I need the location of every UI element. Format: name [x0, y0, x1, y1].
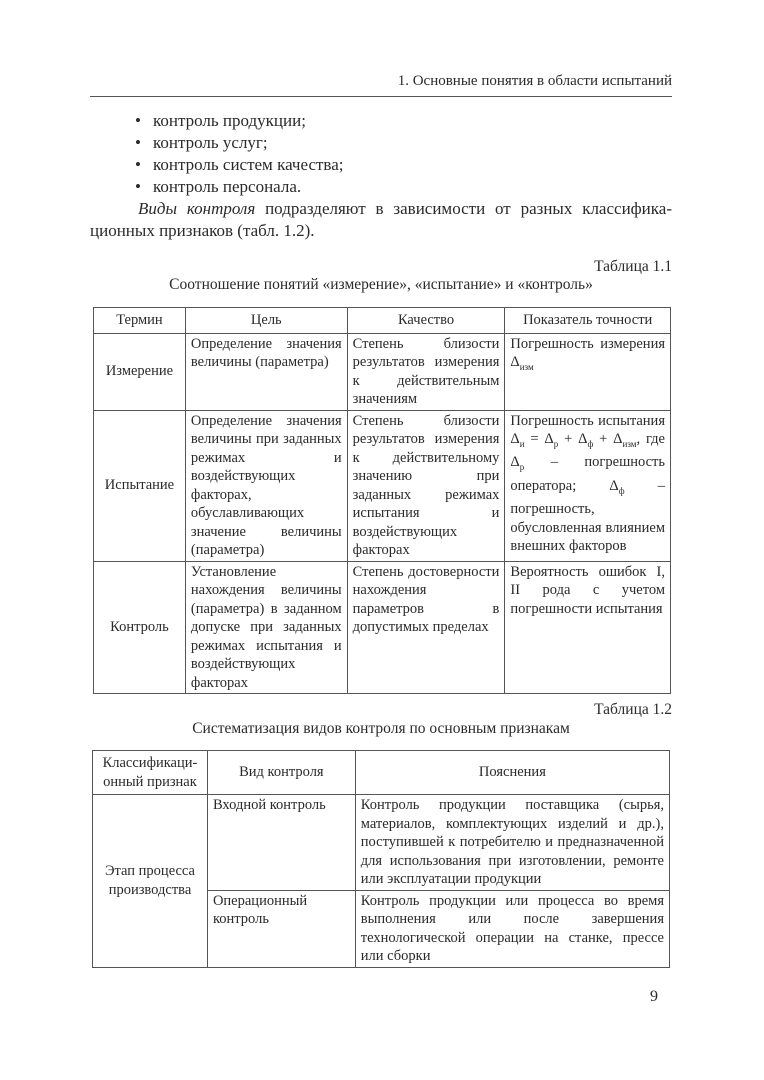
control-type-cell: Операционный контроль	[207, 890, 355, 967]
table1-title: Соотношение понятий «измерение», «испытание» и «контроль»	[169, 276, 593, 293]
table1-number: Таблица 1.1	[594, 258, 672, 275]
quality-cell: Степень близости результатов измерения к действительным значениям	[347, 333, 505, 410]
accuracy-cell: Вероятность ошибок I, II рода с учетом погрешности испытания	[505, 561, 671, 694]
body-paragraph	[90, 198, 672, 242]
table-row	[93, 795, 670, 891]
column-header: Цель	[185, 308, 347, 334]
table2	[92, 750, 670, 968]
goal-cell: Определение значения величины при заданных режимах и воздействующих факторах, обуславливающих значение величины (параметра)	[185, 410, 347, 561]
bullet-list	[135, 110, 344, 198]
paragraph-text: подразделяют в зависимости от разных классифика-ционных признаков (табл. 1.2).	[90, 199, 672, 240]
table2-number: Таблица 1.2	[594, 701, 672, 718]
column-header: Качество	[347, 308, 505, 334]
term-cell: Испытание	[94, 410, 186, 561]
term-cell: Контроль	[94, 561, 186, 694]
goal-cell: Определение значения величины (параметра)	[185, 333, 347, 410]
column-header: Термин	[94, 308, 186, 334]
column-header: Классификаци-онный признак	[93, 751, 208, 795]
accuracy-cell: Погрешность испытания $\Delta_и = \Delta_р + \Delta_ф + \Delta_{изм}$, где $\Delta_р$ – погрешность оператора; $\Delta_ф$ – погрешность, обусловленная влиянием внешних факторов	[505, 410, 671, 561]
table-row	[94, 410, 671, 561]
table-row	[94, 333, 671, 410]
quality-cell: Степень близости результатов измерения к действительному значению при заданных режимах испытания и воздействующих факторах	[347, 410, 505, 561]
column-header: Показатель точности	[505, 308, 671, 334]
bullet-item: • контроль персонала.	[135, 176, 344, 198]
column-header: Вид контроля	[207, 751, 355, 795]
table2-title: Систематизация видов контроля по основным признакам	[192, 720, 570, 737]
table-header-row	[93, 751, 670, 795]
table1	[93, 307, 671, 694]
italic-term: Виды контроля	[138, 199, 256, 218]
column-header: Пояснения	[355, 751, 669, 795]
group-cell: Этап процесса производства	[93, 795, 208, 968]
running-head: 1. Основные понятия в области испытаний	[90, 73, 672, 97]
explanation-cell: Контроль продукции или процесса во время выполнения или после завершения технологической операции на станке, прессе или сборки	[355, 890, 669, 967]
table-row	[94, 561, 671, 694]
bullet-item: • контроль систем качества;	[135, 154, 344, 176]
goal-cell: Установление нахождения величины (параметра) в заданном допуске при заданных режимах испытания и воздействующих факторах	[185, 561, 347, 694]
explanation-cell: Контроль продукции поставщика (сырья, материалов, комплектующих изделий и др.), поступившей к потребителю и предназначенной для использования при изготовлении, ремонте или эксплуатации продукции	[355, 795, 669, 891]
quality-cell: Степень достоверности нахождения параметров в допустимых пределах	[347, 561, 505, 694]
table-header-row	[94, 308, 671, 334]
bullet-item: • контроль услуг;	[135, 132, 344, 154]
control-type-cell: Входной контроль	[207, 795, 355, 891]
accuracy-cell: Погрешность измерения $\Delta_{изм}$	[505, 333, 671, 410]
bullet-item: • контроль продукции;	[135, 110, 344, 132]
page-number: 9	[650, 988, 658, 1005]
term-cell: Измерение	[94, 333, 186, 410]
